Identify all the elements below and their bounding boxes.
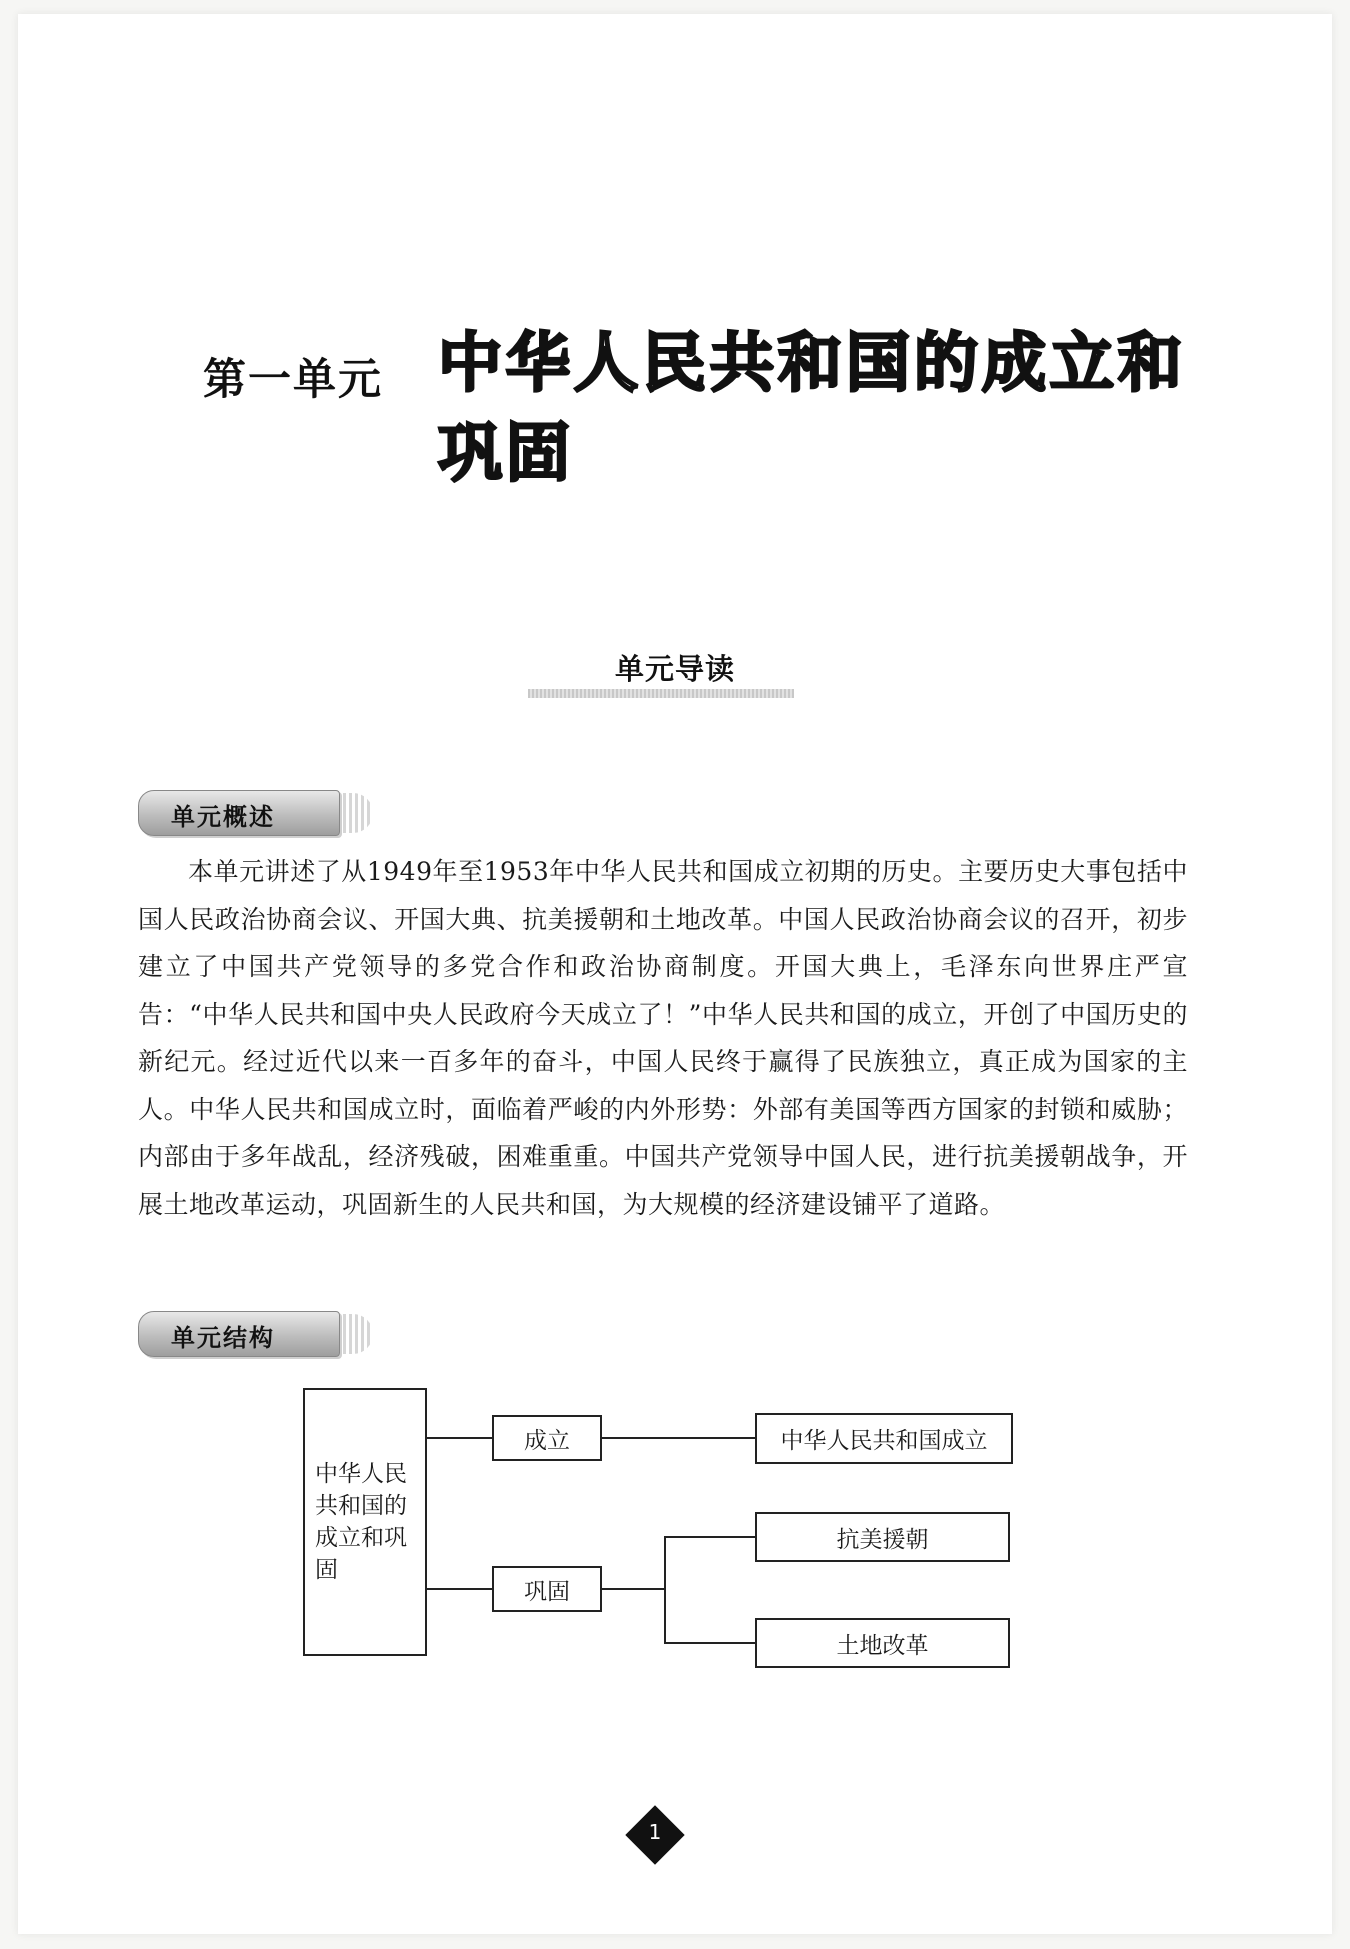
structure-tab [138,1311,340,1357]
page-number: 1 [648,1820,662,1844]
guide-underline [528,689,794,698]
diagram-leaf-korean-war: 抗美援朝 [755,1512,1010,1562]
unit-title: 中华人民共和国的成立和巩固 [438,327,1186,491]
overview-tab [138,790,340,836]
overview-text: 本单元讲述了从1949年至1953年中华人民共和国成立初期的历史。主要历史大事包括中国人民政治协商会议、开国大典、抗美援朝和土地改革。中国人民政治协商会议的召开，初步建立了中国共产党领导的多党合作和政治协商制度。开国大典上，毛泽东向世界庄严宣告：“中华人民共和国中央人民政府今天成立了！”中华人民共和国的成立，开创了中国历史的新纪元。经过近代以来一百多年的奋斗，中国人民终于赢得了民族独立，真正成为国家的主人。中华人民共和国成立时，面临着严峻的内外形势：外部有美国等西方国家的封锁和威胁；内部由于多年战乱，经济残破，困难重重。中国共产党领导中国人民，进行抗美援朝战争，开展土地改革运动，巩固新生的人民共和国，为大规模的经济建设铺平了道路。 [138,857,1188,1219]
diagram-leaf-land-reform: 土地改革 [755,1618,1010,1668]
diagram-root-box: 中华人民共和国的成立和巩固 [303,1388,427,1656]
overview-tab-label: 单元概述 [171,803,275,831]
unit-label: 第一单元 [203,355,383,405]
structure-tab-label: 单元结构 [171,1324,275,1352]
guide-heading: 单元导读 [614,652,735,686]
diagram-branch-consolidate: 巩固 [492,1566,602,1612]
diagram-leaf-prc-founding: 中华人民共和国成立 [755,1413,1013,1464]
page [18,14,1332,1934]
connector-branch2-split [665,1537,755,1643]
diagram-branch-establish: 成立 [492,1415,602,1461]
